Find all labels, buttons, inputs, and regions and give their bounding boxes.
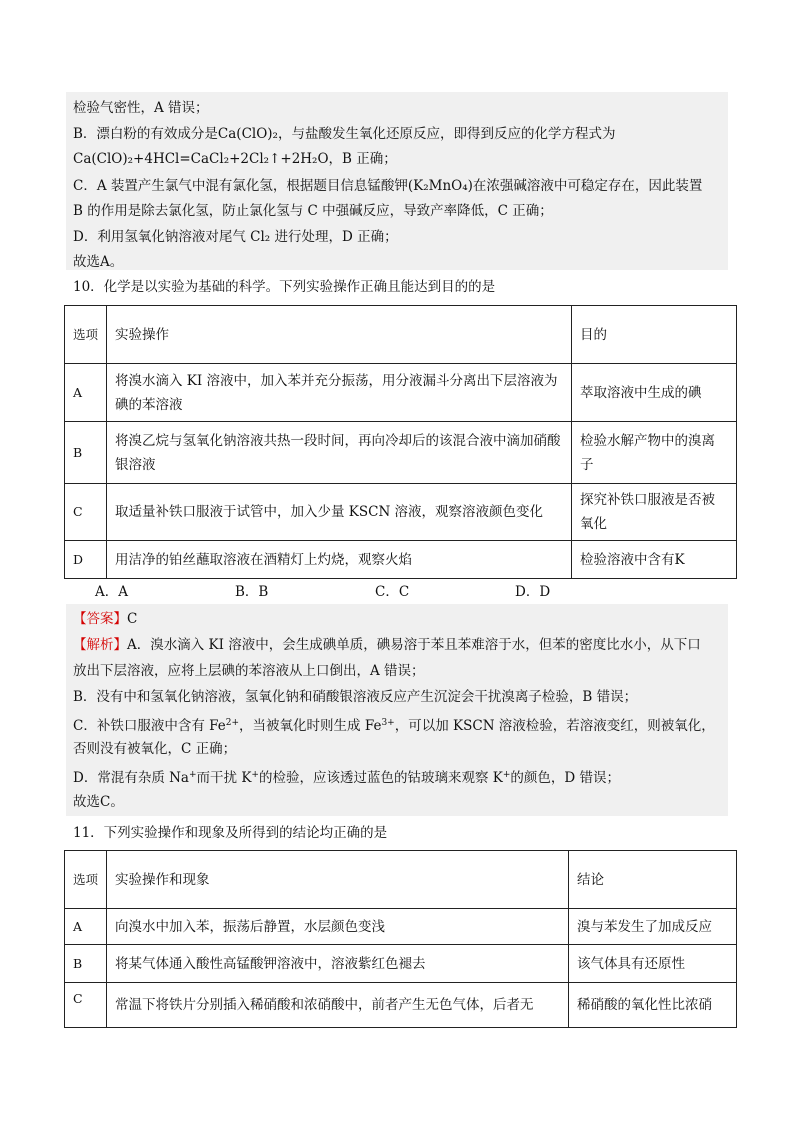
answer-tag: 【答案】: [73, 611, 127, 627]
row-operation: 向溴水中加入苯，振荡后静置，水层颜色变浅: [107, 909, 569, 945]
row-option: A: [65, 364, 107, 422]
analysis-d-mid: 而干扰 K: [196, 770, 252, 786]
prev-explanation-c1: C．A 装置产生氯气中混有氯化氢，根据题目信息锰酸钾(K₂MnO₄)在浓强碱溶液中可稳定存在，因此装置: [73, 178, 703, 194]
row-conclusion: 该气体具有还原性: [569, 945, 737, 983]
choice-a[interactable]: A．A: [95, 584, 128, 600]
header-operation: 实验操作和现象: [107, 851, 569, 909]
analysis-d-mid2: 的检验，应该透过蓝色的钴玻璃来观察 K: [258, 770, 503, 786]
analysis-line-b: B．没有中和氢氧化钠溶液，氢氧化钠和硝酸银溶液反应产生沉淀会干扰溴离子检验，B 错误；: [73, 689, 638, 705]
choice-b[interactable]: B．B: [235, 584, 269, 600]
row-operation: 用洁净的铂丝蘸取溶液在酒精灯上灼烧，观察火焰: [107, 541, 572, 579]
row-operation: 将溴乙烷与氢氧化钠溶液共热一段时间，再向冷却后的该混合液中滴加硝酸银溶液: [107, 422, 572, 484]
prev-explanation-b2: Ca(ClO)₂+4HCl=CaCl₂+2Cl₂↑+2H₂O，B 正确；: [73, 151, 397, 167]
prev-explanation-c2: B 的作用是除去氯化氢，防止氯化氢与 C 中强碱反应，导致产率降低，C 正确；: [73, 203, 553, 219]
row-option: C: [65, 484, 107, 541]
analysis-c1-pre: C．补铁口服液中含有 Fe: [73, 718, 226, 734]
analysis-d-post: 的颜色，D 错误；: [510, 770, 621, 786]
analysis-c1-post: ，可以加 KSCN 溶液检验，若溶液变红，则被氧化，: [394, 718, 715, 734]
prev-explanation-line: 检验气密性，A 错误；: [73, 100, 209, 116]
fe3-charge: 3+: [381, 718, 395, 728]
row-operation: 将某气体通入酸性高锰酸钾溶液中，溶液紫红色褪去: [107, 945, 569, 983]
question-11-table: [64, 850, 737, 1028]
analysis-line-c2: 否则没有被氧化，C 正确；: [73, 741, 237, 757]
fe2-charge: 2+: [225, 718, 240, 728]
table-header-row: [65, 306, 737, 364]
table-row: [65, 909, 737, 945]
analysis-line-a1: [73, 634, 701, 656]
analysis-a1-text: A．溴水滴入 KI 溶液中，会生成碘单质，碘易溶于苯且苯难溶于水，但苯的密度比水小，从下口: [127, 637, 701, 653]
analysis-line-d: [73, 764, 620, 789]
row-goal: 检验溶液中含有K: [572, 541, 737, 579]
header-option: 选项: [65, 306, 107, 364]
choice-c[interactable]: C．C: [375, 584, 410, 600]
question-10-stem: 10．化学是以实验为基础的科学。下列实验操作正确且能达到目的的是: [73, 279, 496, 295]
row-operation: 常温下将铁片分别插入稀硝酸和浓硝酸中，前者产生无色气体，后者无: [107, 983, 569, 1028]
analysis-d-pre: D．常混有杂质 Na: [73, 770, 189, 786]
answer-value: C: [127, 611, 138, 627]
header-option: 选项: [65, 851, 107, 909]
row-conclusion: 溴与苯发生了加成反应: [569, 909, 737, 945]
prev-explanation-d: D．利用氢氧化钠溶液对尾气 Cl₂ 进行处理，D 正确；: [73, 229, 398, 245]
row-option: C: [65, 983, 107, 1028]
row-goal: 探究补铁口服液是否被氧化: [572, 484, 737, 541]
k-charge-1: +: [251, 770, 259, 780]
row-operation: 将溴水滴入 KI 溶液中，加入苯并充分振荡，用分液漏斗分离出下层溶液为碘的苯溶液: [107, 364, 572, 422]
header-goal: 目的: [572, 306, 737, 364]
row-option: B: [65, 422, 107, 484]
row-conclusion: 稀硝酸的氧化性比浓硝: [569, 983, 737, 1028]
analysis-conclusion: 故选C。: [73, 794, 124, 810]
prev-explanation-b1: B．漂白粉的有效成分是Ca(ClO)₂，与盐酸发生氧化还原反应，即得到反应的化学方程式为: [73, 126, 616, 142]
analysis-tag: 【解析】: [73, 637, 127, 653]
table-header-row: [65, 851, 737, 909]
table-row: [65, 484, 737, 541]
table-row: [65, 541, 737, 579]
answer-choices: [95, 582, 655, 602]
row-option: D: [65, 541, 107, 579]
table-row: [65, 945, 737, 983]
row-goal: 萃取溶液中生成的碘: [572, 364, 737, 422]
table-row: [65, 983, 737, 1028]
question-10-table: [64, 305, 737, 579]
answer-line: [73, 608, 137, 630]
choice-d[interactable]: D．D: [515, 584, 551, 600]
na-charge: +: [188, 770, 197, 780]
header-conclusion: 结论: [569, 851, 737, 909]
table-row: [65, 364, 737, 422]
analysis-line-a2: 放出下层溶液，应将上层碘的苯溶液从上口倒出，A 错误；: [73, 663, 425, 679]
prev-explanation-conclusion: 故选A。: [73, 254, 124, 270]
row-option: A: [65, 909, 107, 945]
analysis-line-c1: [73, 712, 715, 737]
question-11-stem: 11．下列实验操作和现象及所得到的结论均正确的是: [73, 825, 388, 841]
row-option: B: [65, 945, 107, 983]
analysis-c1-mid: ，当被氧化时则生成 Fe: [239, 718, 382, 734]
table-row: [65, 422, 737, 484]
k-charge-2: +: [502, 770, 511, 780]
header-operation: 实验操作: [107, 306, 572, 364]
row-goal: 检验水解产物中的溴离子: [572, 422, 737, 484]
row-operation: 取适量补铁口服液于试管中，加入少量 KSCN 溶液，观察溶液颜色变化: [107, 484, 572, 541]
